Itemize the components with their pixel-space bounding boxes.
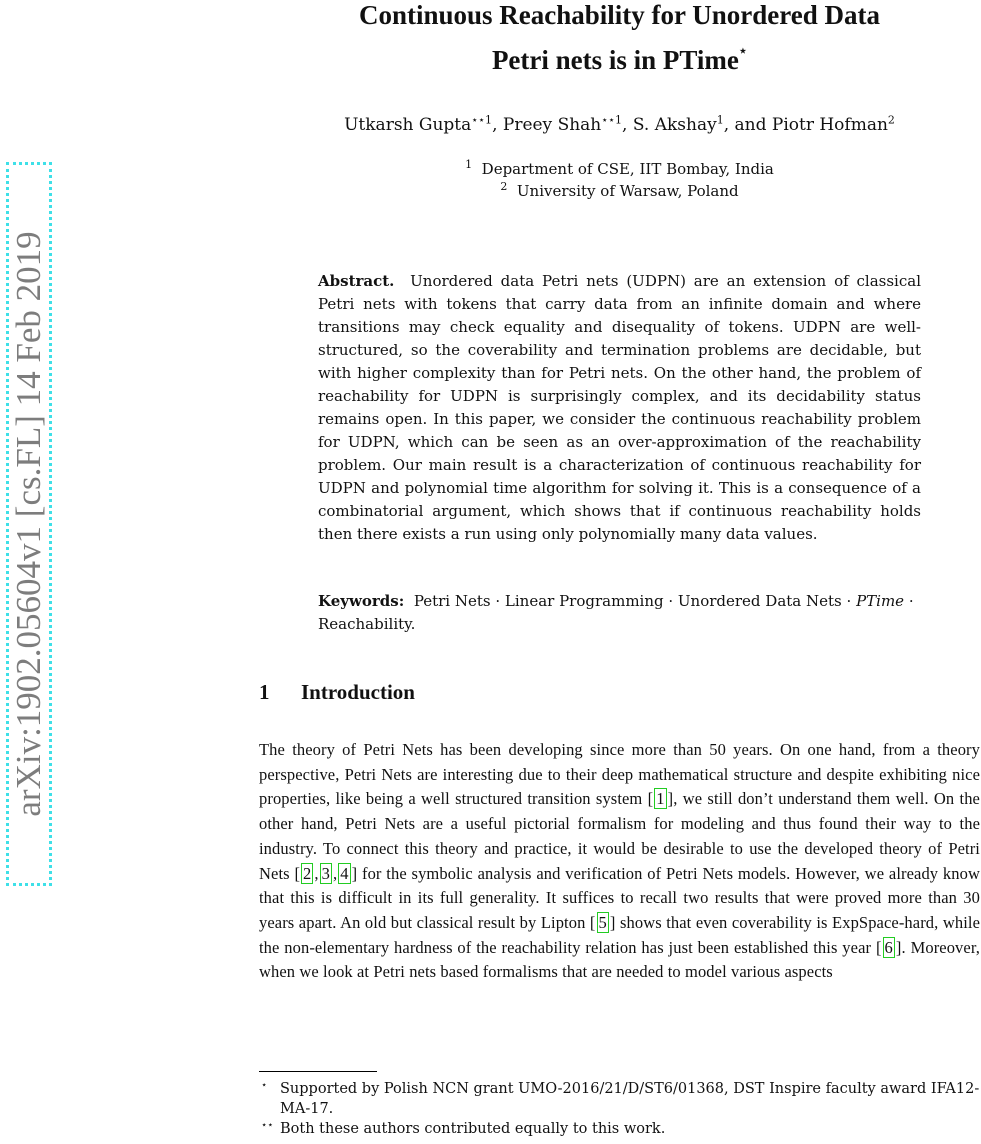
author-mark: 2 [887, 113, 895, 127]
section-heading [259, 680, 415, 705]
affiliation-text: University of Warsaw, Poland [516, 182, 739, 200]
intro-text: . Moreover, when we look at Petri nets based formalisms that are needed to model various aspects [259, 937, 980, 982]
intro-paragraph: The theory of Petri Nets has been developing since more than 50 years. On one hand, from a theory perspective, Petri Nets are interesting due to their deep mathematical structure and despite exhibiting nice properties, like being a well structured transition system [ 1 ], we still don’t understand them well. On the other hand, Petri Nets are a useful pictorial formalism for modeling and thus found their way to the industry. To connect this theory and practice, it would be desirable to use the developed theory of Petri Nets [ 2 , 3 , 4 ] for the symbolic analysis and verification of Petri Nets models. However, we already know that this is difficult in its full generality. It suffices to recall two results that were proved more than 30 years apart. An old but classical result by Lipton [ 5 ] shows that even coverability is ExpSpace-hard, while the non-elementary hardness of the reachability relation has just been established this year [ 6 ]. Moreover, when we look at Petri nets based formalisms that are needed to model various aspects [259, 740, 980, 982]
citation-link[interactable]: 4 [340, 863, 349, 883]
paper-title [262, 0, 977, 78]
title-footnote-mark[interactable]: ⋆ [738, 43, 748, 58]
intro-text: for the symbolic analysis and verification of Petri Nets models. However, we already know that this is difficult in its full generality. It suffices to recall two results that were proved more than 30 years apart. An old but classical result by Lipton [259, 863, 980, 932]
affiliation-mark: 2 [500, 180, 508, 193]
keywords-text-end: · Reachability. [318, 592, 914, 633]
author-name: Piotr Hofman [771, 115, 888, 135]
keywords-label: Keywords: [318, 592, 405, 610]
section-number: 1 [259, 680, 270, 704]
affiliations [262, 158, 977, 202]
footnote-rule [259, 1071, 377, 1072]
footnote-text: Supported by Polish NCN grant UMO-2016/21/D/ST6/01368, DST Inspire faculty award IFA12-MA-17. [280, 1081, 980, 1117]
affiliation-text: Department of CSE, IIT Bombay, India [481, 160, 774, 178]
author-name: Utkarsh Gupta [344, 115, 472, 135]
intro-text: The theory of Petri Nets has been developing since more than 50 years. On one hand, from a theory perspective, Petri Nets are interesting due to their deep mathematical structure and despite exhibiting nice properties, like being a well structured transition system [259, 740, 980, 809]
footnote-text: Both these authors contributed equally to this work. [280, 1121, 666, 1137]
author-separator: , [622, 115, 633, 135]
author-list [262, 113, 977, 137]
affiliation [262, 158, 977, 180]
keywords [318, 590, 921, 636]
citation-link[interactable]: 5 [598, 912, 607, 932]
author-mark: 1 [716, 113, 724, 127]
author-name: Preey Shah [502, 115, 602, 135]
abstract-text: Unordered data Petri nets (UDPN) are an extension of classical Petri nets with tokens that carry data from an infinite domain and where transitions may check equality and disequality of tokens. UDPN are well-structured, so the coverability and termination problems are decidable, but with higher complexity than for Petri nets. On the other hand, the problem of reachability for UDPN is surprisingly complex, and its decidability status remains open. In this paper, we consider the continuous reachability problem for UDPN, which can be seen as an over-approximation of the reachability problem. Our main result is a characterization of continuous reachability for UDPN and polynomial time algorithm for solving it. This is a consequence of a combinatorial argument, which shows that if continuous reachability holds then there exists a run using only polynomially many data values. [318, 272, 921, 543]
intro-text: , we still don’t understand them well. On the other hand, Petri Nets are a useful pictorial formalism for modeling and thus found their way to the industry. To connect this theory and practice, it would be desirable to use the developed theory of Petri Nets [259, 789, 980, 883]
citation-link[interactable]: 6 [884, 937, 893, 957]
author-mark: ⋆⋆1 [601, 113, 623, 127]
footnote [259, 1119, 980, 1139]
title-line-2 [262, 33, 977, 78]
keywords-text: Petri Nets · Linear Programming · Unordered Data Nets · [413, 592, 852, 610]
title-line-1: Continuous Reachability for Unordered Data [358, 0, 881, 30]
keyword-ptime: PTime [856, 592, 905, 610]
affiliation [262, 180, 977, 202]
abstract [318, 270, 921, 546]
footnote [259, 1079, 980, 1119]
abstract-label: Abstract. [318, 272, 395, 290]
footnote-mark: ⋆ [261, 1080, 268, 1091]
footnotes [259, 1079, 980, 1139]
arxiv-stamp[interactable]: arXiv:1902.05604v1 [cs.FL] 14 Feb 2019 [9, 231, 48, 817]
citation-link[interactable]: 3 [321, 863, 330, 883]
author-mark: ⋆⋆1 [471, 113, 493, 127]
citation-link[interactable]: 2 [303, 863, 312, 883]
footnote-mark: ⋆⋆ [261, 1120, 274, 1131]
author-name: S. Akshay [632, 115, 717, 135]
affiliation-mark: 1 [465, 158, 473, 171]
author-separator: , and [723, 115, 772, 135]
section-title: Introduction [301, 680, 415, 704]
citation-link[interactable]: 1 [656, 789, 665, 809]
intro-text: shows that even coverability is ExpSpace-hard, while the non-elementary hardness of the reachability relation has just been established this year [259, 912, 980, 957]
title-line-2-text: Petri nets is in PTime [491, 45, 739, 75]
author-separator: , [492, 115, 503, 135]
